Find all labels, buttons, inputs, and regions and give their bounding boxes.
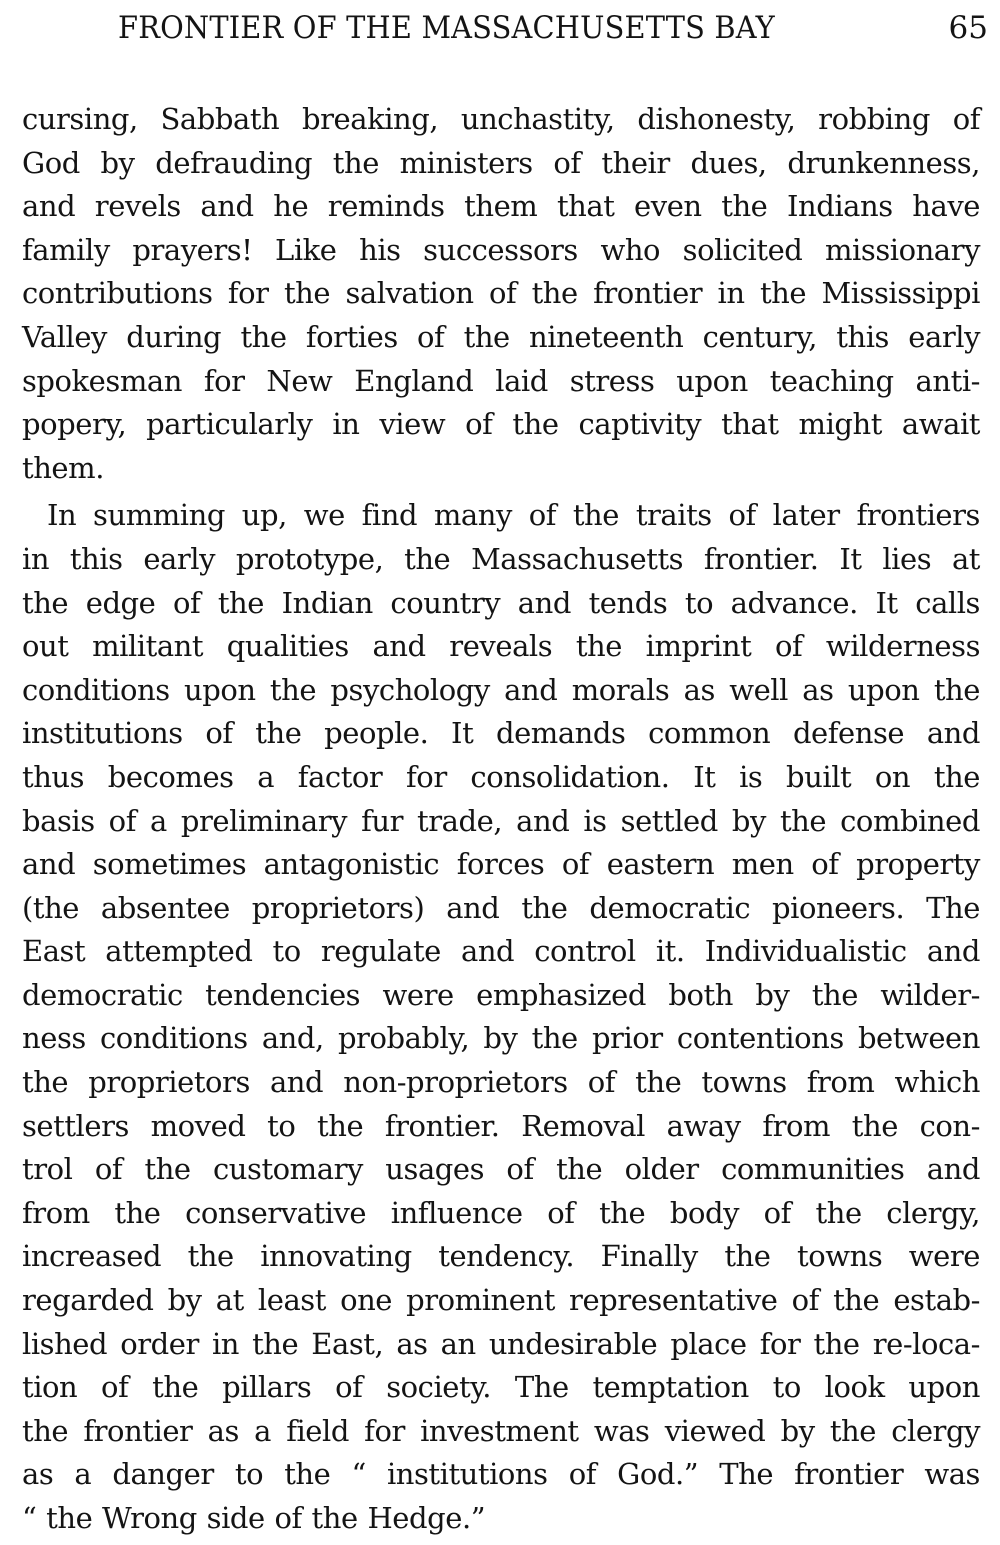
paragraph (22, 98, 980, 490)
text-line: Valley during the forties of the nineteenth century, this early (22, 319, 980, 354)
text-line: in this early prototype, the Massachusetts frontier. It lies at (22, 541, 980, 576)
running-title: FRONTIER OF THE MASSACHUSETTS BAY (118, 10, 775, 46)
text-line: the edge of the Indian country and tends to advance. It calls (22, 585, 980, 620)
page-number: 65 (948, 10, 988, 46)
text-line: East attempted to regulate and control it. Individualistic and (22, 934, 980, 969)
text-line: spokesman for New England laid stress upon teaching anti- (22, 363, 980, 398)
text-line: basis of a preliminary fur trade, and is settled by the combined (22, 803, 980, 838)
text-line: contributions for the salvation of the frontier in the Mississippi (22, 276, 980, 311)
text-line: the frontier as a field for investment was viewed by the clergy (22, 1413, 980, 1448)
text-line: cursing, Sabbath breaking, unchastity, dishonesty, robbing of (22, 102, 980, 136)
text-line: God by defrauding the ministers of their dues, drunkenness, (22, 145, 980, 180)
text-line: trol of the customary usages of the older communities and (22, 1152, 980, 1187)
body-text (22, 98, 980, 1541)
paragraph (22, 494, 980, 1540)
text-line: institutions of the people. It demands common defense and (22, 716, 980, 751)
text-line: popery, particularly in view of the captivity that might await (22, 407, 980, 442)
text-line: conditions upon the psychology and morals as well as upon the (22, 672, 980, 707)
text-line: ness conditions and, probably, by the prior contentions between (22, 1021, 980, 1056)
text-line: family prayers! Like his successors who solicited missionary (22, 232, 980, 267)
text-line: (the absentee proprietors) and the democratic pioneers. The (22, 890, 980, 925)
text-line: thus becomes a factor for consolidation. It is built on the (22, 759, 980, 794)
text-line: from the conservative influence of the body of the clergy, (22, 1195, 980, 1230)
text-line: settlers moved to the frontier. Removal away from the con- (22, 1108, 980, 1143)
text-line: lished order in the East, as an undesirable place for the re-loca- (22, 1326, 980, 1361)
running-head (22, 10, 988, 60)
text-line: regarded by at least one prominent representative of the estab- (22, 1283, 980, 1318)
text-line: tion of the pillars of society. The temptation to look upon (22, 1370, 980, 1405)
text-line: and revels and he reminds them that even the Indians have (22, 189, 980, 224)
text-line: out militant qualities and reveals the imprint of wilderness (22, 629, 980, 664)
text-line: and sometimes antagonistic forces of eastern men of property (22, 847, 980, 882)
text-line: them. (22, 450, 104, 485)
text-line: increased the innovating tendency. Finally the towns were (22, 1239, 980, 1274)
text-line: the proprietors and non-proprietors of the towns from which (22, 1065, 980, 1100)
text-line: as a danger to the “ institutions of God.” The frontier was (22, 1457, 980, 1492)
text-line: In summing up, we find many of the traits of later frontiers (47, 498, 980, 533)
text-line: “ the Wrong side of the Hedge.” (22, 1501, 486, 1535)
text-line: democratic tendencies were emphasized both by the wilder- (22, 977, 980, 1012)
